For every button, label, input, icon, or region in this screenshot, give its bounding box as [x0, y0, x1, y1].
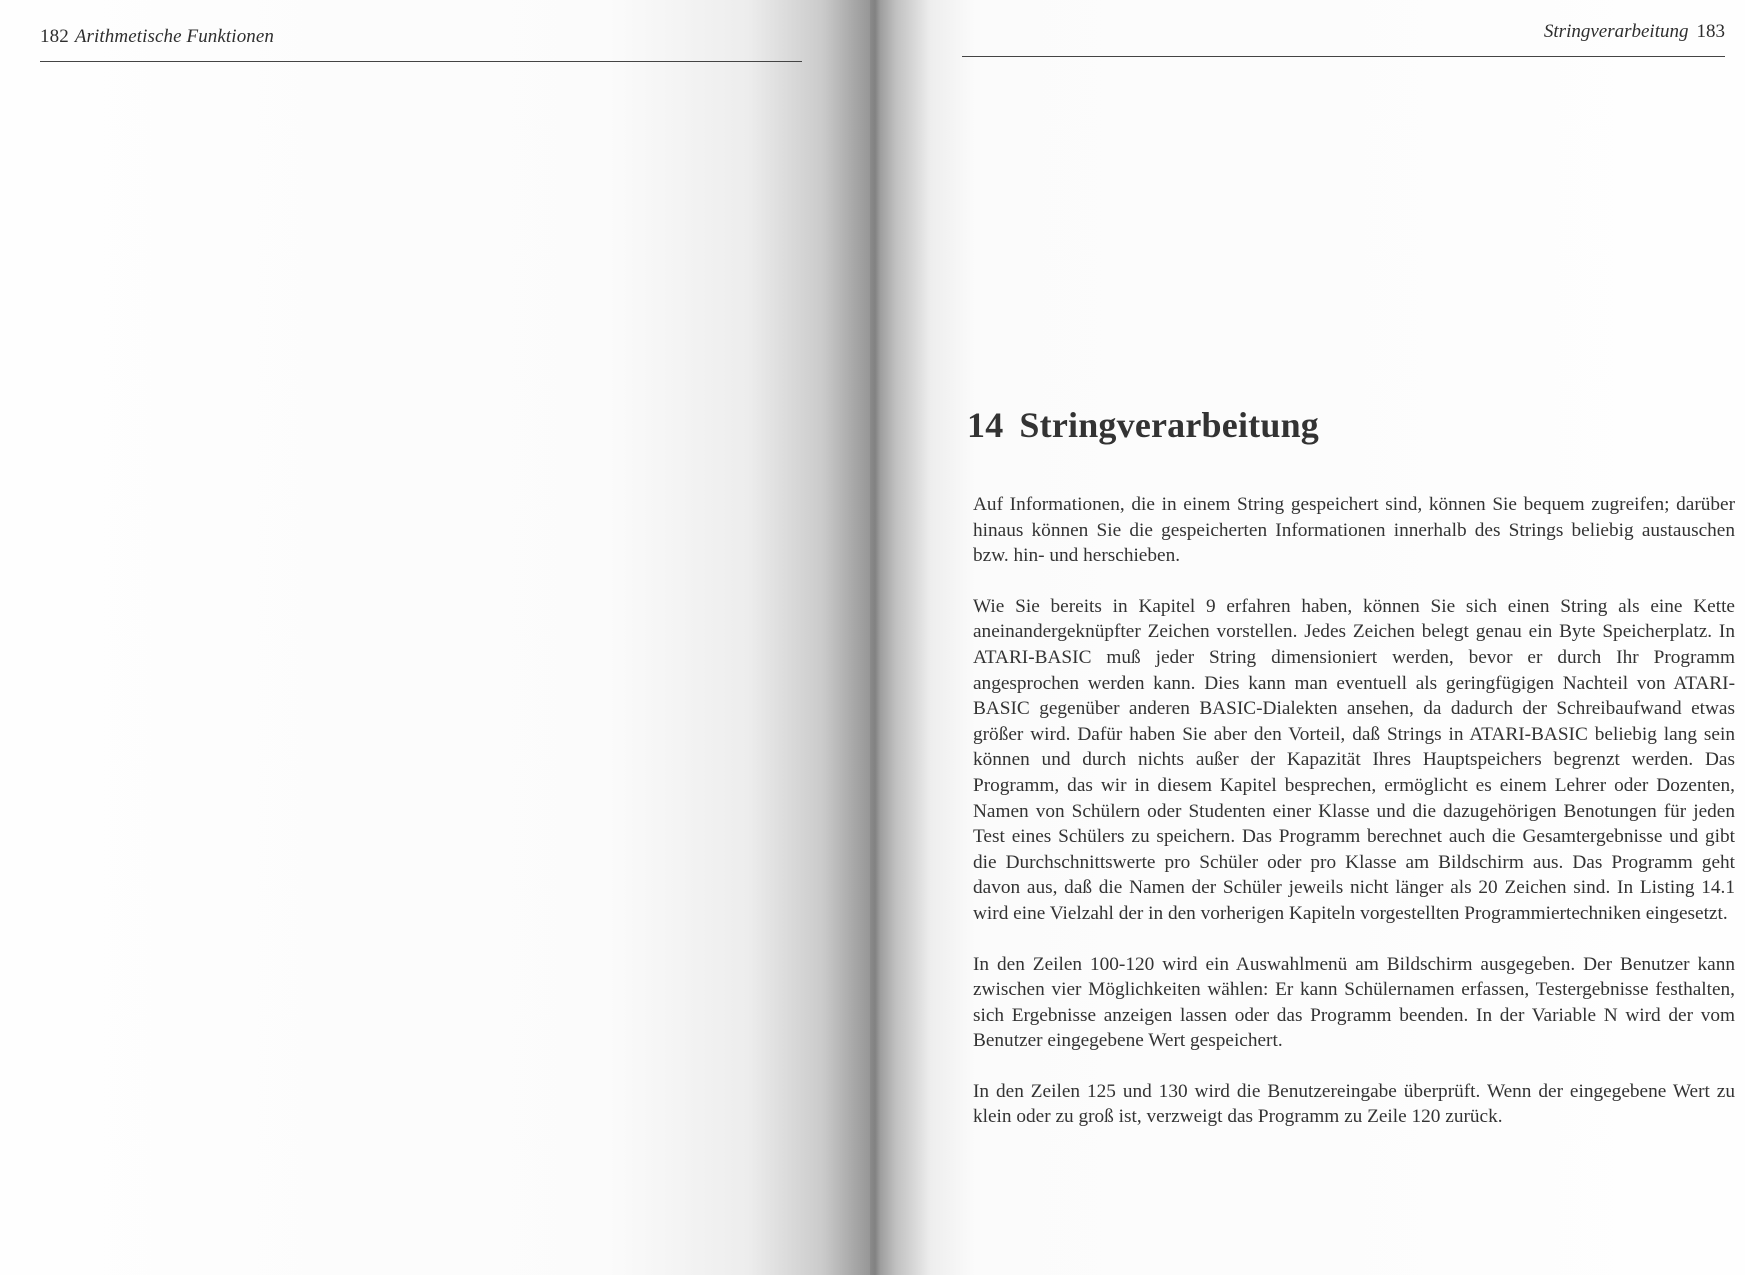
- right-header-rule: [962, 56, 1725, 57]
- right-page: [870, 0, 1745, 1275]
- paragraph: Wie Sie bereits in Kapitel 9 erfahren haben, können Sie sich einen String als eine Kette aneinandergeknüpfter Zeichen vorstellen. Jedes Zeichen belegt genau ein Byte Speicherplatz. In ATARI-BASIC muß jeder String dimensioniert werden, bevor er durch Ihr Programm angesprochen werden kann. Dies kann man eventuell als geringfügigen Nachteil von ATARI-BASIC gegenüber anderen BASIC-Dialekten ansehen, da dadurch der Schreibaufwand etwas größer wird. Dafür haben Sie aber den Vorteil, daß Strings in ATARI-BASIC beliebig lang sein können und durch nichts außer der Kapazität Ihres Hauptspeichers begrenzt werden. Das Programm, das wir in diesem Kapitel besprechen, ermöglicht es einem Lehrer oder Dozenten, Namen von Schülern oder Studenten einer Klasse und die dazugehörigen Benotungen für jeden Test eines Schülers zu speichern. Das Programm berechnet auch die Gesamtergebnisse und gibt die Durchschnittswerte pro Schüler oder pro Klasse am Bildschirm aus. Das Programm geht davon aus, daß die Namen der Schüler jeweils nicht länger als 20 Zeichen sind. In Listing 14.1 wird eine Vielzahl der in den vorherigen Kapiteln vorgestellten Programmiertechniken eingesetzt.: [973, 595, 1735, 924]
- chapter-number: 14: [967, 405, 1004, 445]
- chapter-title: Stringverarbeitung: [1019, 405, 1319, 445]
- right-running-title: Stringverarbeitung: [1543, 21, 1689, 42]
- left-running-header: [40, 26, 274, 48]
- paragraph: In den Zeilen 100-120 wird ein Auswahlmenü am Bildschirm ausgegeben. Der Benutzer kann zwischen vier Möglichkeiten wählen: Er kann Schülernamen erfassen, Testergebnisse festhalten, sich Ergebnisse anzeigen lassen oder das Programm beenden. In der Variable N wird der vom Benutzer eingegebene Wert gespeichert.: [973, 953, 1735, 1052]
- paragraph: In den Zeilen 125 und 130 wird die Benutzereingabe überprüft. Wenn der eingegebene Wert zu klein oder zu groß ist, verzweigt das Programm zu Zeile 120 zurück.: [973, 1080, 1735, 1128]
- right-page-number: 183: [1696, 21, 1725, 42]
- left-running-title: Arithmetische Funktionen: [74, 26, 275, 47]
- chapter-heading: [967, 404, 1319, 446]
- left-page: [0, 0, 870, 1275]
- right-running-header: [1544, 21, 1725, 43]
- show-through-texture: [750, 95, 820, 1105]
- left-page-number: 182: [40, 26, 69, 47]
- paragraph: Auf Informationen, die in einem String gespeichert sind, können Sie bequem zugreifen; darüber hinaus können Sie die gespeicherten Informationen innerhalb des Strings beliebig austauschen bzw. hin- und herschieben.: [973, 494, 1735, 567]
- body-text: [973, 492, 1735, 1155]
- left-header-rule: [40, 61, 802, 62]
